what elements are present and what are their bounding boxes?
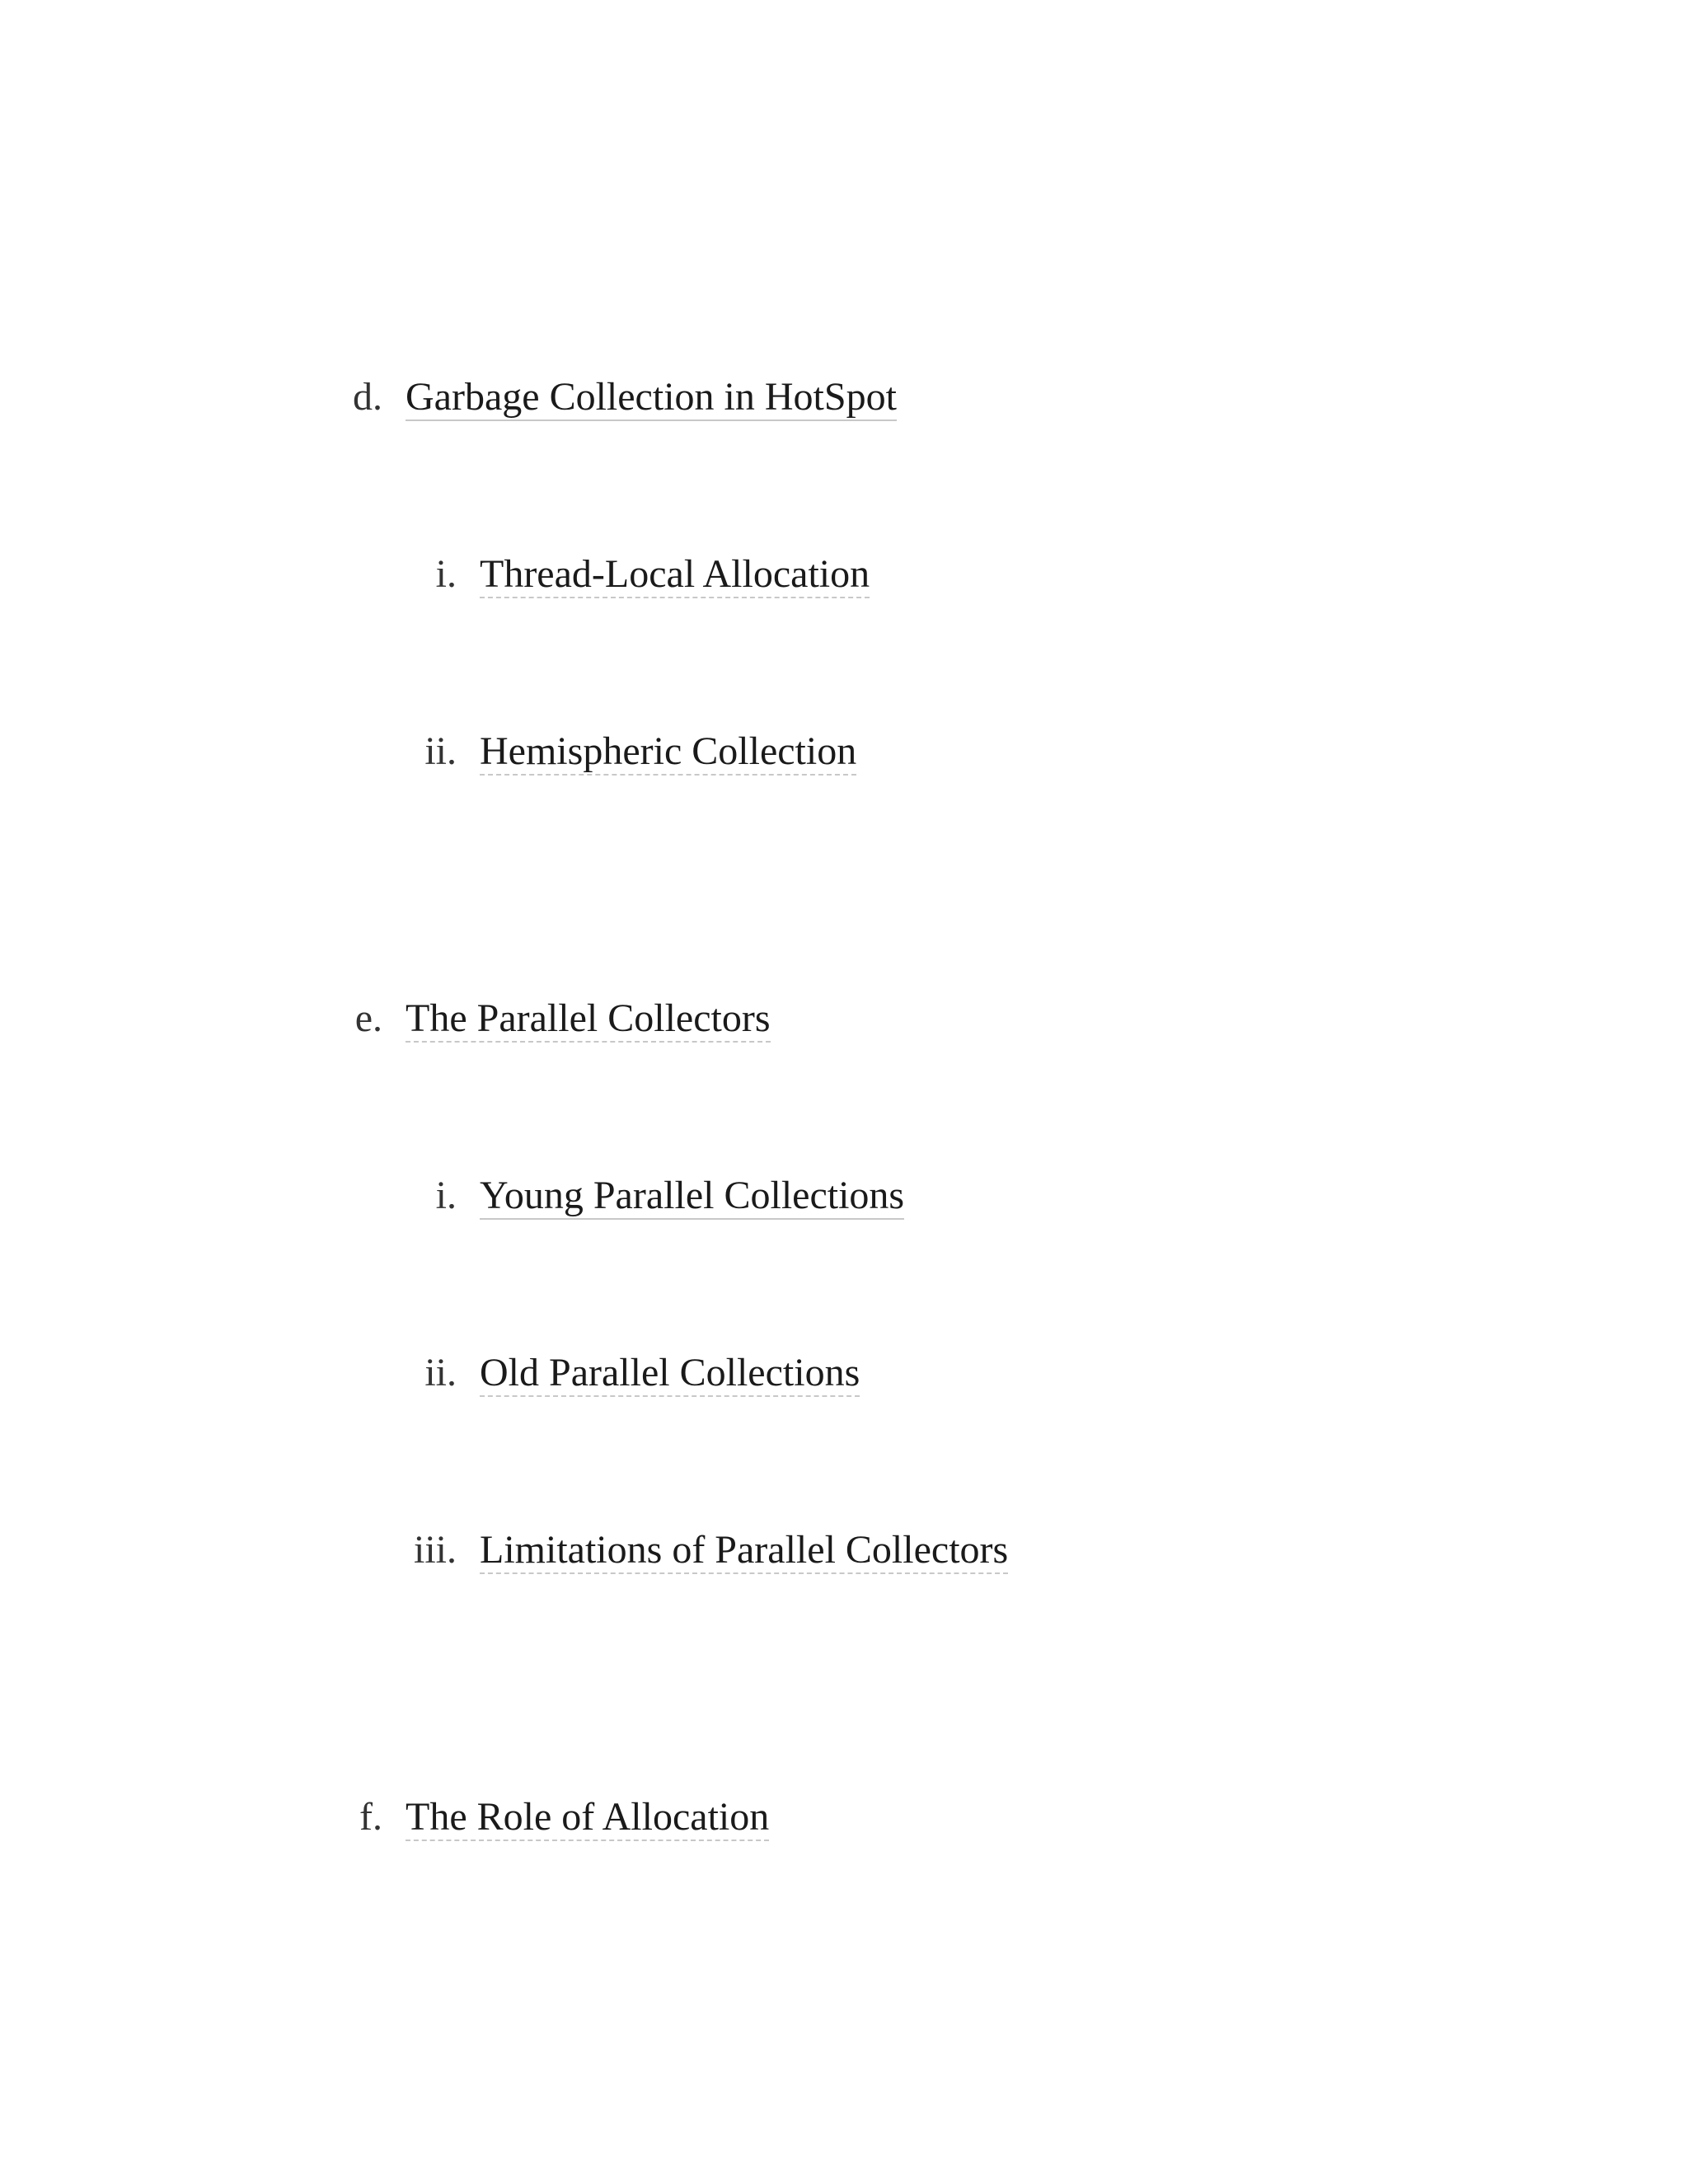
toc-entry-young-parallel-collections <box>345 1176 904 1220</box>
toc-entry-marker: e. <box>354 996 382 1040</box>
toc-link-thread-local-allocation[interactable]: Thread-Local Allocation <box>480 555 870 598</box>
toc-entry-marker: d. <box>353 375 382 419</box>
toc-entry-garbage-collection-in-hotspot <box>323 377 897 421</box>
toc-entry-hemispheric-collection <box>345 729 857 776</box>
toc-entry-marker: ii. <box>424 1351 457 1394</box>
toc-entry-marker: f. <box>359 1795 382 1839</box>
toc-entry-marker: ii. <box>424 729 457 773</box>
toc-link-young-parallel-collections[interactable]: Young Parallel Collections <box>480 1176 904 1220</box>
toc-link-hemispheric-collection[interactable]: Hemispheric Collection <box>480 732 856 776</box>
toc-entry-thread-local-allocation <box>345 552 870 598</box>
toc-entry-marker: i. <box>435 1174 457 1217</box>
toc-entry-the-role-of-allocation <box>323 1797 769 1841</box>
toc-entry-old-parallel-collections <box>345 1353 860 1397</box>
toc-entry-marker: iii. <box>413 1528 457 1572</box>
toc-entry-marker: i. <box>435 552 457 596</box>
toc-entry-the-parallel-collectors <box>323 996 771 1043</box>
toc-entry-limitations-of-parallel-collectors <box>345 1530 1008 1574</box>
toc-link-the-parallel-collectors[interactable]: The Parallel Collectors <box>406 999 771 1043</box>
toc-link-garbage-collection-in-hotspot[interactable]: Garbage Collection in HotSpot <box>406 377 897 421</box>
toc-link-limitations-of-parallel-collectors[interactable]: Limitations of Parallel Collectors <box>480 1530 1008 1574</box>
toc-link-old-parallel-collections[interactable]: Old Parallel Collections <box>480 1353 860 1397</box>
toc-link-the-role-of-allocation[interactable]: The Role of Allocation <box>406 1797 769 1841</box>
